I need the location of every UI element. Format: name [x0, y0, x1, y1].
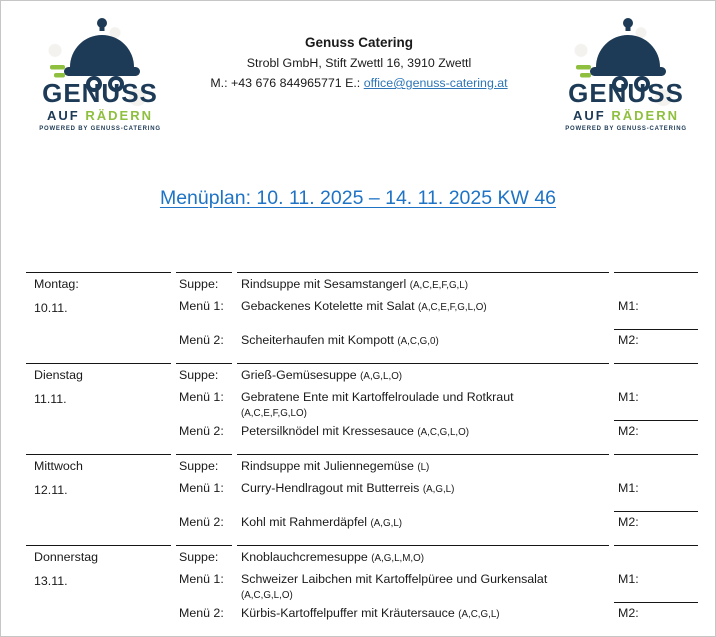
- table-row-mittwoch: [26, 454, 698, 545]
- brand-tagline: POWERED BY GENUSS-CATERING: [39, 125, 161, 132]
- dish: Kohl mit Rahmerdäpfel (A,G,L): [241, 515, 403, 529]
- m1-label: M1:: [618, 481, 639, 495]
- allergen-codes: (A,G,L): [422, 484, 455, 495]
- allergen-codes: (A,C,G,L,O): [241, 589, 293, 601]
- menu-mark-column: [614, 545, 698, 636]
- allergen-codes: (A,G,L,O): [360, 371, 403, 382]
- day-cell: [26, 272, 171, 363]
- meal-label: Suppe:: [179, 368, 219, 382]
- allergen-codes: (A,G,L,M,O): [371, 553, 425, 564]
- meal-label: Menü 1:: [179, 299, 224, 313]
- dish: Gebackenes Kotelette mit Salat (A,C,E,F,G,L,O): [241, 299, 487, 313]
- menu-mark-column: [614, 454, 698, 545]
- table-row-dienstag: [26, 363, 698, 454]
- m2-label: M2:: [614, 329, 698, 363]
- brand-name: GENUSS: [42, 78, 158, 108]
- day-cell: [26, 454, 171, 545]
- meal-label: Menü 1:: [179, 390, 224, 404]
- allergen-codes: (A,C,E,F,G,L): [409, 280, 468, 291]
- allergen-codes: (L): [417, 462, 430, 473]
- dish: Schweizer Laibchen mit Kartoffelpüree und Gurkensalat (A,C,G,L,O): [237, 568, 609, 602]
- day-cell: [26, 545, 171, 636]
- meal-label: Menü 1:: [179, 481, 224, 495]
- company-address: Strobl GmbH, Stift Zwettl 16, 3910 Zwettl: [246, 56, 472, 70]
- m2-label: M2:: [614, 420, 698, 454]
- brand-subtitle: AUF RÄDERN: [47, 108, 153, 123]
- brand-logo-left: [25, 15, 175, 133]
- phone-label: M.:: [210, 76, 228, 90]
- day-name: Montag:: [34, 277, 79, 291]
- m2-label: M2:: [614, 602, 698, 636]
- meal-label-column: [176, 363, 232, 454]
- meal-label: Menü 2:: [179, 515, 224, 529]
- meal-label: Menü 2:: [179, 424, 224, 438]
- dish: Knoblauchcremesuppe (A,G,L,M,O): [241, 550, 425, 564]
- dish: Gebratene Ente mit Kartoffelroulade und Rotkraut (A,C,E,F,G,LO): [237, 386, 609, 420]
- email-label: E.:: [345, 76, 361, 90]
- dish-column: [237, 454, 609, 545]
- meal-label: Menü 2:: [179, 333, 224, 347]
- dish: Rindsuppe mit Juliennegemüse (L): [241, 459, 430, 473]
- dish-column: [237, 363, 609, 454]
- allergen-codes: (A,C,E,F,G,L,O): [418, 302, 487, 313]
- meal-label: Suppe:: [179, 550, 219, 564]
- m1-label: M1:: [618, 390, 639, 404]
- dish: Grieß-Gemüsesuppe (A,G,L,O): [241, 368, 403, 382]
- allergen-codes: (A,C,G,L,O): [417, 427, 470, 438]
- dish-column: [237, 272, 609, 363]
- dish-column: [237, 545, 609, 636]
- m1-label: M1:: [618, 572, 639, 586]
- meal-label: Suppe:: [179, 277, 219, 291]
- meal-label-column: [176, 454, 232, 545]
- table-row-montag: [26, 272, 698, 363]
- meal-label-column: [176, 545, 232, 636]
- page-title: Menüplan: 10. 11. 2025 – 14. 11. 2025 KW 46: [159, 187, 557, 209]
- company-header: [184, 33, 534, 93]
- allergen-codes: (A,G,L): [370, 518, 403, 529]
- dish: Curry-Hendlragout mit Butterreis (A,G,L): [241, 481, 455, 495]
- table-row-donnerstag: [26, 545, 698, 636]
- email-link[interactable]: office@genuss-catering.at: [363, 76, 508, 90]
- day-date: 13.11.: [34, 573, 68, 588]
- dish: Rindsuppe mit Sesamstangerl (A,C,E,F,G,L): [241, 277, 468, 291]
- allergen-codes: (A,C,G,0): [397, 336, 439, 347]
- day-name: Mittwoch: [34, 459, 83, 473]
- day-name: Donnerstag: [34, 550, 99, 564]
- m1-label: M1:: [618, 299, 639, 313]
- meal-label: Menü 1:: [179, 572, 224, 586]
- meal-label-column: [176, 272, 232, 363]
- day-date: 11.11.: [34, 391, 67, 406]
- dish: Scheiterhaufen mit Kompott (A,C,G,0): [241, 333, 439, 347]
- menu-mark-column: [614, 363, 698, 454]
- meal-label: Suppe:: [179, 459, 219, 473]
- allergen-codes: (A,C,G,L): [458, 609, 500, 620]
- dish: Petersilknödel mit Kressesauce (A,C,G,L,O): [241, 424, 470, 438]
- day-date: 12.11.: [34, 482, 68, 497]
- brand-name: GENUSS: [568, 78, 684, 108]
- brand-tagline: POWERED BY GENUSS-CATERING: [565, 125, 687, 132]
- meal-label: Menü 2:: [179, 606, 224, 620]
- brand-logo-right: [551, 15, 701, 133]
- day-name: Dienstag: [34, 368, 83, 382]
- brand-subtitle: AUF RÄDERN: [573, 108, 679, 123]
- day-date: 10.11.: [34, 300, 68, 315]
- dish: Kürbis-Kartoffelpuffer mit Kräutersauce (A,C,G,L): [241, 606, 500, 620]
- menu-table: [26, 272, 698, 637]
- company-name: Genuss Catering: [304, 35, 414, 50]
- day-cell: [26, 363, 171, 454]
- m2-label: M2:: [614, 511, 698, 545]
- phone-number: +43 676 844965771: [231, 76, 342, 90]
- company-contact: [184, 73, 534, 93]
- menu-mark-column: [614, 272, 698, 363]
- allergen-codes: (A,C,E,F,G,LO): [241, 407, 307, 419]
